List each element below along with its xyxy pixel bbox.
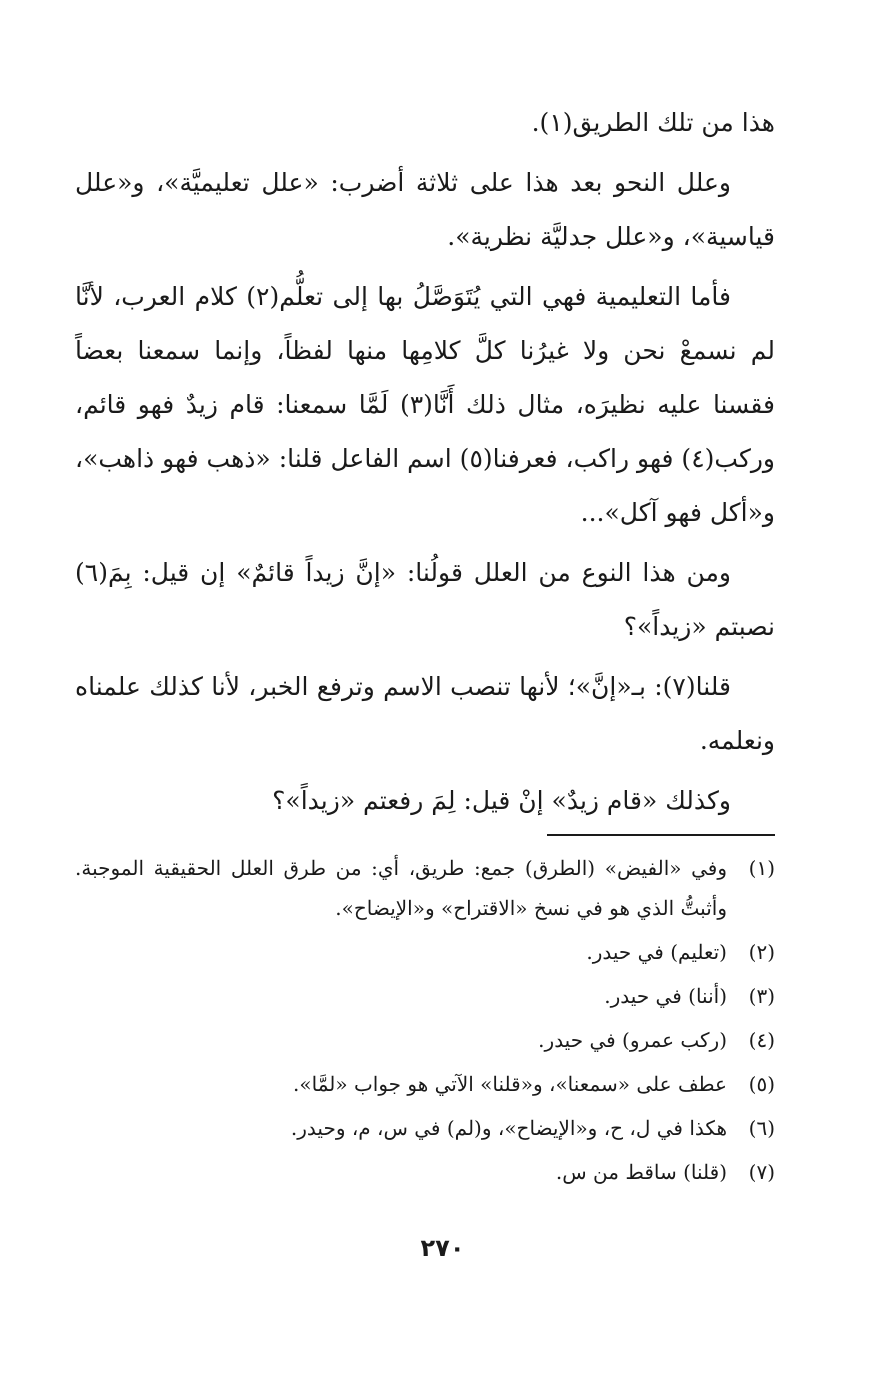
paragraph-4: ومن هذا النوع من العلل قولُنا: «إنَّ زيداً قائمٌ» إن قيل: بِمَ(٦) نصبتم «زيداً»؟	[75, 558, 775, 641]
footnote-text: وفي «الفيض» (الطرق) جمع: طريق، أي: من طرق العلل الحقيقية الموجبة. وأثبتُّ الذي هو في نسخ «الاقتراح» و«الإيضاح».	[75, 856, 728, 920]
footnote-number: (٧)	[748, 1160, 775, 1184]
footnote-text: (أننا) في حيدر.	[604, 984, 727, 1008]
paragraph-1: هذا من تلك الطريق(١).	[531, 108, 775, 137]
footnote-1	[75, 848, 775, 928]
footnote-number: (١)	[748, 856, 775, 880]
footnote-separator	[547, 834, 775, 836]
footnote-number: (٢)	[748, 940, 775, 964]
paragraph-3: فأما التعليمية فهي التي يُتَوَصَّلُ بها إلى تعلُّم(٢) كلام العرب، لأنَّا لم نسمعْ نحن ولا غيرُنا كلَّ كلامِها منها لفظاً، وإنما سمعنا بعضاً فقسنا عليه نظيرَه، مثال ذلك أَنَّا(٣) لَمَّا سمعنا: قام زيدٌ فهو قائم، وركب(٤) فهو راكب، فعرفنا(٥) اسم الفاعل قلنا: «ذهب فهو ذاهب»، و«أكل فهو آكل»...	[75, 282, 775, 527]
paragraph-5: قلنا(٧): بـ«إنَّ»؛ لأنها تنصب الاسم وترفع الخبر، لأنا كذلك علمناه ونعلمه.	[75, 672, 775, 755]
footnote-4	[75, 1020, 775, 1060]
footnote-text: (قلنا) ساقط من س.	[555, 1160, 727, 1184]
main-text	[75, 96, 775, 834]
page-number: ٢٧٠	[420, 1234, 465, 1262]
footnote-number: (٥)	[748, 1072, 775, 1096]
footnote-6	[75, 1108, 775, 1148]
footnote-text: (ركب عمرو) في حيدر.	[538, 1028, 727, 1052]
footnote-number: (٣)	[748, 984, 775, 1008]
footnote-7	[75, 1152, 775, 1192]
footnote-number: (٦)	[748, 1116, 775, 1140]
footnote-5	[75, 1064, 775, 1104]
footnote-2	[75, 932, 775, 972]
footnote-text: هكذا في ل، ح، و«الإيضاح»، و(لم) في س، م، وحيدر.	[290, 1116, 727, 1140]
paragraph-6: وكذلك «قام زيدٌ» إنْ قيل: لِمَ رفعتم «زيداً»؟	[272, 786, 731, 815]
paragraph-2: وعلل النحو بعد هذا على ثلاثة أضرب: «علل تعليميَّة»، و«علل قياسية»، و«علل جدليَّة نظرية».	[75, 168, 775, 251]
footnote-number: (٤)	[748, 1028, 775, 1052]
footnote-3	[75, 976, 775, 1016]
footnote-text: عطف على «سمعنا»، و«قلنا» الآتي هو جواب «لمَّا».	[293, 1072, 727, 1096]
footnotes	[75, 848, 775, 1196]
footnote-text: (تعليم) في حيدر.	[586, 940, 727, 964]
